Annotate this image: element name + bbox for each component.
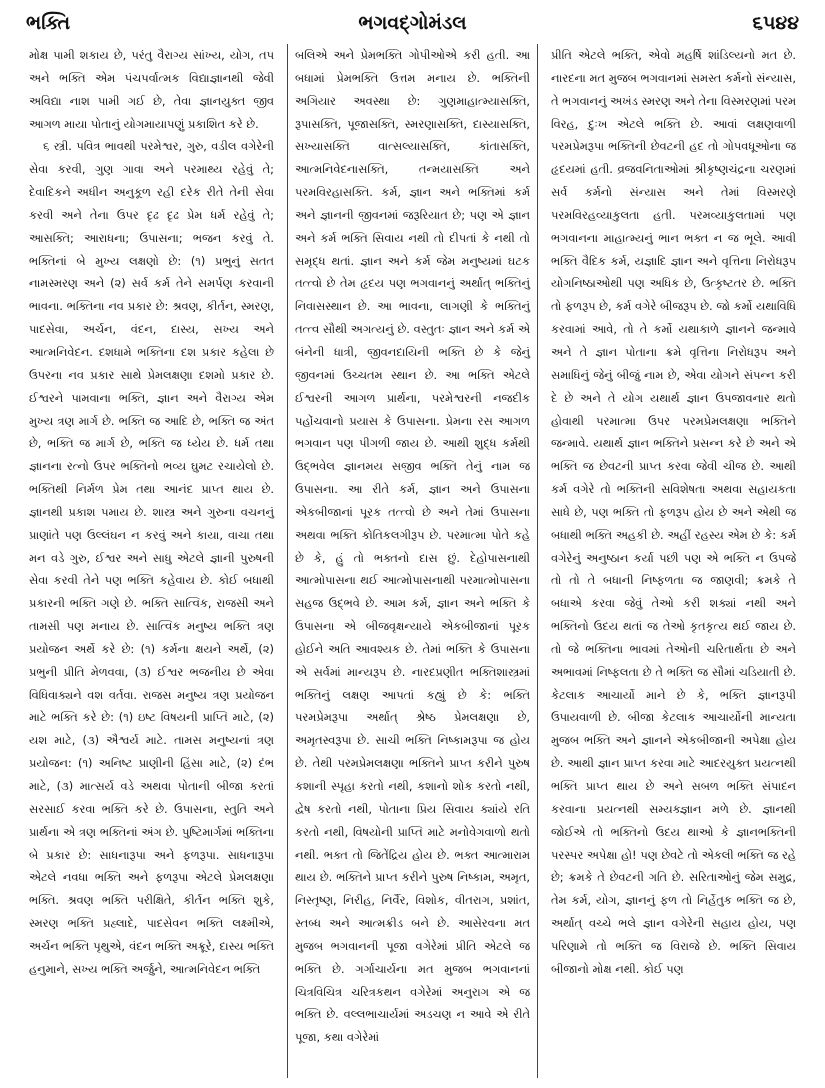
paragraph: મોક્ષ પામી શકાય છે, પરંતુ વૈરાગ્ય સાંખ્ય, યોગ, તપ અને ભક્તિ એમ પંચપર્વાત્મક વિદ્યાજ્ઞાનથી જેવી અવિદ્યા નાશ પામી ગઈ છે, તેવા જ્ઞાનયુક્ત જીવ આગળ માયા પોતાનું યોગમાયાપણું પ્રકાશિત કરે છે. [29,48,274,131]
column-left [26,44,277,1078]
dictionary-title: ભગવદ્ગોમંડલ [358,12,467,34]
paragraph: ૬ સ્ત્રી. પવિત્ર ભાવથી પરમેશ્વર, ગુરુ, વડીલ વગેરેની સેવા કરવી, ગુણ ગાવા અને પરમાથ્ય રહેવું તે; દેવાદિકને અધીન અનુકૂળ રહી દરેક રીતે તેની સેવા કરવી અને તેના ઉપર દૃઢ દૃઢ પ્રેમ ધર્મ રહેવું તે; આસક્તિ; આરાધના; ઉપાસના; ભજન કરવું તે. ભક્તિનાં બે મુખ્ય લક્ષણો છે: (૧) પ્રભુનું સતત નામસ્મરણ અને (૨) સર્વ કર્મ તેને સમર્પણ કરવાની ભાવના. ભક્તિના નવ પ્રકાર છે: શ્રવણ, કીર્તન, સ્મરણ, પાદસેવા, અર્ચન, વંદન, દાસ્ય, સખ્ય અને આત્મનિવેદન. દશધામે ભક્તિના દશ પ્રકાર કહેલા છે ઉપરના નવ પ્રકાર સાથે પ્રેમલક્ષણા દશમો પ્રકાર છે. ઈશ્વરને પામવાના ભક્તિ, જ્ઞાન અને વૈરાગ્ય એમ મુખ્ય ત્રણ માર્ગ છે. ભક્તિ જ આદિ છે, ભક્તિ જ અંત છે, ભક્તિ જ માર્ગ છે, ભક્તિ જ ધ્યેય છે. ધર્મ તથા જ્ઞાનના રત્નો ઉપર ભક્તિનો ભવ્ય ઘુમટ રચાયેલો છે. ભક્તિથી નિર્મળ પ્રેમ તથા આનંદ પ્રાપ્ત થાય છે. જ્ઞાનથી પ્રકાશ પમાય છે. શાસ્ત્ર અને ગુરુના વચનનું પ્રાણાંતે પણ ઉલ્લંઘન ન કરવું અને કાયા, વાચા તથા મન વડે ગુરુ, ઈશ્વર અને સાધુ એટલે જ્ઞાની પુરુષની સેવા કરવી તેને પણ ભક્તિ કહેવાય છે. કોઈ બધાથી પ્રકારની ભક્તિ ગણે છે. ભક્તિ સાત્વિક, રાજસી અને તામસી પણ મનાય છે. સાત્વિક મનુષ્ય ભક્તિ ત્રણ પ્રયોજન અર્થે કરે છે: (૧) કર્મના ક્ષયને અર્થે, (૨) પ્રભુની પ્રીતિ મેળવવા, (૩) ઈશ્વર ભજનીય છે એવા વિધિવાક્યને વશ વર્તવા. રાજસ મનુષ્ય ત્રણ પ્રયોજન માટે ભક્તિ કરે છે: (૧) ઇષ્ટ વિષયની પ્રાપ્તિ માટે, (૨) યશ માટે, (૩) ઐશ્વર્ય માટે. તામસ મનુષ્યનાં ત્રણ પ્રયોજન: (૧) અનિષ્ટ પ્રાણીની હિંસા માટે, (૨) દંભ માટે, (૩) માત્સર્ય વડે અથવા પોતાની બીજા કરતાં સરસાઈ કરવા ભક્તિ કરે છે. ઉપાસના, સ્તુતિ અને પ્રાર્થના એ ત્રણ ભક્તિનાં અંગ છે. પુષ્ટિમાર્ગમાં ભક્તિના બે પ્રકાર છે: સાધનારૂપા અને ફળરૂપા. સાધનારૂપા એટલે નવધા ભક્તિ અને ફળરૂપા એટલે પ્રેમલક્ષણા ભક્તિ. શ્રવણ ભક્તિ પરીક્ષિતે, કીર્તન ભક્તિ શુકે, સ્મરણ ભક્તિ પ્રહ્લાદે, પાદસેવન ભક્તિ લક્ષ્મીએ, અર્ચન ભક્તિ પૃથુએ, વંદન ભક્તિ અક્રૂરે, દાસ્ય ભક્તિ હનુમાને, સખ્ય ભક્તિ અર્જુને, આત્મનિવેદન ભક્તિ [29,139,274,976]
column-right [548,44,799,1078]
page-header [26,8,799,38]
running-head-left: ભક્તિ [26,12,71,34]
page-number: ૬૫૪૪ [752,12,799,34]
text-columns [26,44,799,1078]
paragraph: પ્રીતિ એટલે ભક્તિ, એવો મહર્ષિ શાંડિલ્યનો મત છે. નારદના મત મુજબ ભગવાનમાં સમસ્ત કર્મનો સંન્યાસ, તે ભગવાનનું અખંડ સ્મરણ અને તેના વિસ્મરણમાં પરમ વિરહ, દુઃખ એટલે ભક્તિ છે. આવાં લક્ષણવાળી પરમપ્રેમરૂપા ભક્તિની છેવટની હદ તો ગોપવધૂઓના જ હૃદયમાં હતી. વ્રજવનિતાઓમાં શ્રીકૃષ્ણચંદ્રના ચરણમાં સર્વ કર્મનો સંન્યાસ અને તેમાં વિસ્મરણે પરમવિરહવ્યાકુલતા હતી. પરમવ્યાકુલતામાં પણ ભગવાનના માહાત્મ્યનું ભાન ભક્ત ન જ ભૂલે. આવી ભક્તિ વૈદિક કર્મ, યજ્ઞાદિ જ્ઞાન અને વૃત્તિના નિરોધરૂપ યોગનિષ્ઠાઓથી પણ અધિક છે, ઉત્કૃષ્ટતર છે. ભક્તિ તો ફળરૂપ છે, કર્મ વગેરે બીજરૂપ છે. જો કર્મો યથાવિધિ કરવામાં આવે, તો તે કર્મો યથાકાળે જ્ઞાનને જન્માવે અને તે જ્ઞાન પોતાના ક્રમે વૃત્તિના નિરોધરૂપ અને સમાધિનું જેનું બીજું નામ છે, એવા યોગને સંપન્ન કરી દે છે અને તે યોગ યથાર્થ જ્ઞાન ઉપજાવનાર થતો હોવાથી પરમાત્મા ઉપર પરમપ્રેમલક્ષણા ભક્તિને જન્માવે. યથાર્થ જ્ઞાન ભક્તિને પ્રસન્ન કરે છે અને એ ભક્તિ જ છેવટની પ્રાપ્ત કરવા જેવી ચીજ છે. આથી કર્મ વગેરે તો ભક્તિની સવિશેષતા અથવા સહાયકતા સાધે છે, પણ ભક્તિ તો ફળરૂપ હોય છે અને એથી જ બધાથી ભક્તિ અહકી છે. અહીં રહસ્ય એમ છે કે: કર્મ વગેરેનું અનુષ્ઠાન કર્યા પછી પણ એ ભક્તિ ન ઉપજે તો તો તે બધાની નિષ્ફળતા જ જાણવી; ક્રમકે તે બધાએ કરવા જેવું તેઓ કરી શક્યાં નથી અને ભક્તિનો ઉદય થતાં જ તેઓ કૃતકૃત્ય થઈ જાય છે. તો જે ભક્તિના ભાવમાં તેઓની ચરિતાર્થતા છે અને અભાવમાં નિષ્ફલતા છે તે ભક્તિ જ સૌમાં ચડિયાતી છે. કેટલાક આચાર્યો માને છે કે, ભક્તિ જ્ઞાનરૂપી ઉપાયવાળી છે. બીજા કેટલાક આચાર્યોની માન્યતા મુજબ ભક્તિ અને જ્ઞાનને એકબીજાની અપેક્ષા હોય છે. આથી જ્ઞાન પ્રાપ્ત કરવા માટે આદરયુક્ત પ્રયત્નથી ભક્તિ પ્રાપ્ત થાય છે અને સબળ ભક્તિ સંપાદન કરવાના પ્રયત્નથી સમ્યક્જ્ઞાન મળે છે. જ્ઞાનથી જોઈએ તો ભક્તિનો ઉદય થાઓ કે જ્ઞાનભક્તિની પરસ્પર અપેક્ષા હો! પણ છેવટે તો એકલી ભક્તિ જ રહે છે; ક્રમકે તે છેવટની ગતિ છે. સરિતાઓનું જેમ સમુદ્ર, તેમ કર્મ, યોગ, જ્ઞાનનું ફળ તો નિર્હેતુક ભક્તિ જ છે, અર્થાત્ વચ્ચે ભલે જ્ઞાન વગેરેની સહાય હોય, પણ પરિણામે તો ભક્તિ જ વિરાજે છે. ભક્તિ સિવાય બીજાનો મોક્ષ નથી. કોઈ પણ [551,48,796,976]
paragraph: બલિએ અને પ્રેમભક્તિ ગોપીઓએ કરી હતી. આ બધામાં પ્રેમભક્તિ ઉત્તમ મનાય છે. ભક્તિની અગિયાર અવસ્થા છે: ગુણમાહાત્મ્યાસક્તિ, રૂપાસક્તિ, પૂજાસક્તિ, સ્મરણાસક્તિ, દાસ્યાસક્તિ, સખ્યાસક્તિ વાત્સલ્યાસક્તિ, કાંતાસક્તિ, આત્મનિવેદનાસક્તિ, તન્મયાસક્તિ અને પરમવિરહાસક્તિ. કર્મ, જ્ઞાન અને ભક્તિમાં કર્મ અને જ્ઞાનની જીવનમાં જરૂરિયાત છે; પણ એ જ્ઞાન અને કર્મ ભક્તિ સિવાય નથી તો દીપતાં કે નથી તો સમૃદ્ધ થતાં. જ્ઞાન અને કર્મ જેમ મનુષ્યમાં ઘટક તત્ત્વો છે તેમ હૃદય પણ ભગવાનનું અર્થાત્ ભક્તિનું નિવાસસ્થાન છે. આ ભાવના, લાગણી કે ભક્તિનું તત્ત્વ સૌથી અગત્યનું છે. વસ્તુતઃ જ્ઞાન અને કર્મ એ બંનેની ધાત્રી, જીવનદાયિની ભક્તિ છે કે જેનું જીવનમાં ઉચ્ચતમ સ્થાન છે. આ ભક્તિ એટલે ઈશ્વરની આગળ પ્રાર્થના, પરમેશ્વરની નજદીક પહોંચવાનો પ્રયાસ કે ઉપાસના. પ્રેમના રસ આગળ ભગવાન પણ પીગળી જાય છે. આથી શુદ્ધ કર્મથી ઉદ્ભવેલ જ્ઞાનમય સજીવ ભક્તિ તેનું નામ જ ઉપાસના. આ રીતે કર્મ, જ્ઞાન અને ઉપાસના એકબીજાનાં પૂરક તત્ત્વો છે અને તેમાં ઉપાસના અથવા ભક્તિ કોતિકલગીરૂપ છે. પરમાત્મા પોતે કહે છે કે, હું તો ભક્તનો દાસ છું. દેહોપાસનાથી આત્મોપાસના થઈ આત્મોપાસનાથી પરમાત્મોપાસના સહજ ઉદ્ભવે છે. આમ કર્મ, જ્ઞાન અને ભક્તિ કે ઉપાસના એ બીજવૃક્ષન્યાયે એકબીજાનાં પૂરક હોઈને અતિ આવશ્યક છે. તેમાં ભક્તિ કે ઉપાસના એ સર્વમાં માન્યરૂપ છે. નારદપ્રણીત ભક્તિશાસ્ત્રમાં ભક્તિનું લક્ષણ આપતાં કહ્યું છે કે: ભક્તિ પરમપ્રેમરૂપા અર્થાત્ શ્રેષ્ઠ પ્રેમલક્ષણા છે, અમૃતસ્વરૂપા છે. સાચી ભક્તિ નિષ્કામરૂપા જ હોય છે. તેથી પરમપ્રેમલક્ષણા ભક્તિને પ્રાપ્ત કરીને પુરુષ કશાની સ્પૃહા કરતો નથી, કશાનો શોક કરતો નથી, દ્વેષ કરતો નથી, પોતાના પ્રિય સિવાય ક્યાંયે રતિ કરતો નથી, વિષયોની પ્રાપ્તિ માટે મનોવેગવાળો થતો નથી. ભક્ત તો જિતેંદ્રિય હોય છે. ભક્ત આત્મારામ થાય છે. ભક્તિને પ્રાપ્ત કરીને પુરુષ નિષ્કામ, અમૃત, નિસ્તૃષ્ણ, નિરીહ, નિર્વૈર, વિશોક, વીતરાગ, પ્રશાંત, સ્તબ્ધ અને આત્મક્રીડ બને છે. આસેરવના મત મુજબ ભગવાનની પૂજા વગેરેમાં પ્રીતિ એટલે જ ભક્તિ છે. ગર્ગાચાર્યના મત મુજબ ભગવાનનાં ચિત્રવિચિત્ર ચરિત્રકથન વગેરેમાં અનુરાગ એ જ ભક્તિ છે. વલ્લભાચાર્યમાં અડચણ ન આવે એ રીતે પૂજા, કથા વગેરેમાં [295,48,530,1045]
column-middle [287,44,538,1078]
